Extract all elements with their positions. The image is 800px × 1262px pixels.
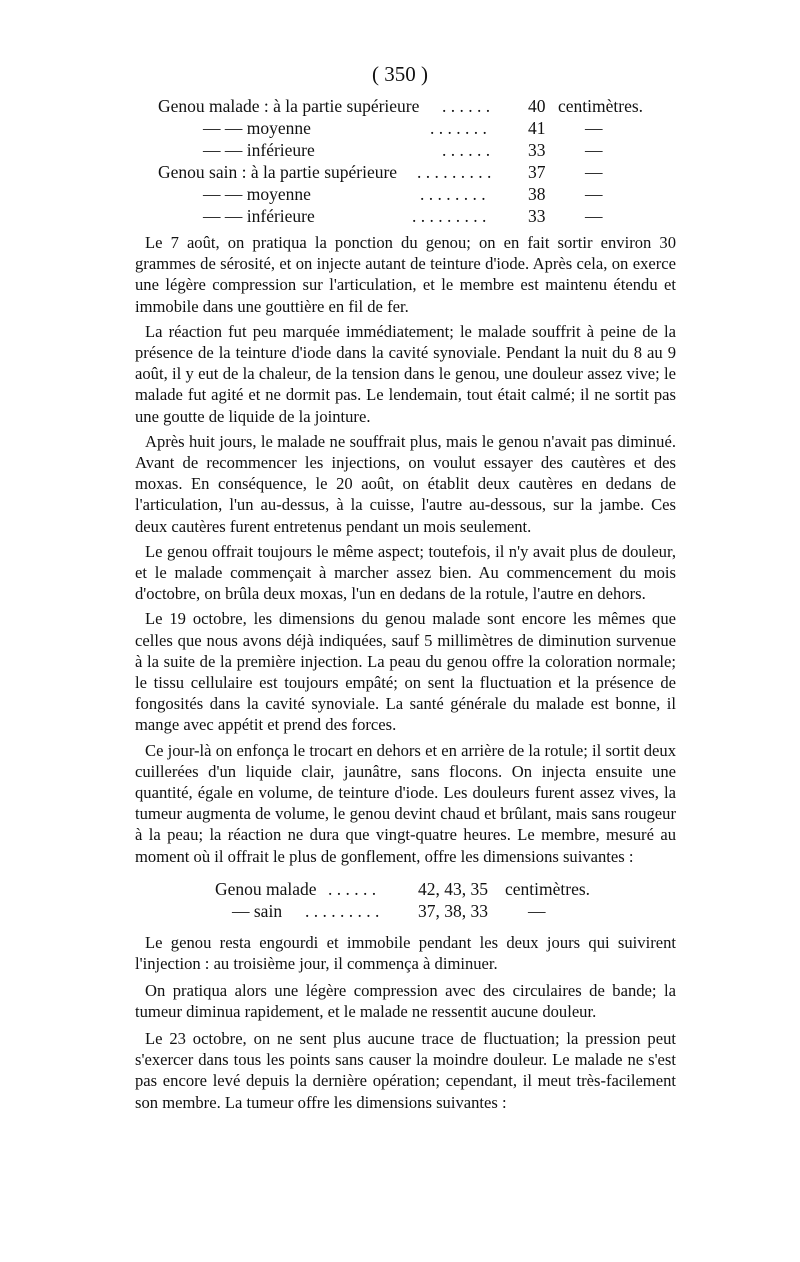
paragraph: Le 23 octobre, on ne sent plus aucune trace de fluctuation; la pression peut s'exercer dans tous les points sans causer la moindre douleur. Le malade ne s'est pas encore levé depuis la dernière opération; cependant, il meut très-facilement son membre. La tumeur offre les dimensions suivantes : <box>135 1028 676 1112</box>
measurement-dots: . . . . . . <box>442 140 491 160</box>
measurement-dots: . . . . . . . . . <box>412 206 487 226</box>
paragraph: La réaction fut peu marquée immédiatement; le malade souffrit à peine de la présence de la teinture d'iode dans la cavité synoviale. Pendant la nuit du 8 au 9 août, il y eut de la chaleur, de la tension dans le genou, une douleur assez vive; le malade fut agité et ne dormit pas. Le lendemain, tout était calmé; il ne sortit pas une goutte de liquide de la jointure. <box>135 321 676 426</box>
page-number: ( 350 ) <box>372 62 428 86</box>
body-text-continued <box>135 932 676 1118</box>
comparison-label: — sain <box>232 901 283 921</box>
measurement-value: 33 <box>528 206 546 226</box>
measurement-label: — — moyenne <box>203 184 311 204</box>
comparison-label: Genou malade <box>215 879 317 899</box>
measurement-label: — — moyenne <box>203 118 311 138</box>
measurement-value: 38 <box>528 184 546 204</box>
comparison-row <box>0 901 800 923</box>
measurement-unit: — <box>585 184 603 204</box>
measurement-unit: — <box>585 140 603 160</box>
comparison-dots: . . . . . . . . . <box>305 901 380 921</box>
measurement-row <box>0 206 800 228</box>
paragraph: Après huit jours, le malade ne souffrait plus, mais le genou n'avait pas diminué. Avant de recommencer les injections, on voulut essayer des cautères et des moxas. En conséquence, le 20 août, on établit deux cautères en dedans de l'articulation, l'un au-dessus, à la cuisse, l'autre au-dessous, sur la jambe. Ces deux cautères furent entretenus pendant un mois seulement. <box>135 431 676 536</box>
measurement-label: — — inférieure <box>203 206 315 226</box>
measurement-label: Genou sain : à la partie supérieure <box>158 162 398 182</box>
measurement-unit: — <box>585 162 603 182</box>
measurement-value: 40 <box>528 96 546 116</box>
comparison-values: 37, 38, 33 <box>418 901 488 921</box>
measurement-value: 41 <box>528 118 546 138</box>
measurement-dots: . . . . . . . . . <box>417 162 492 182</box>
measurement-value: 33 <box>528 140 546 160</box>
measurement-row <box>0 96 800 118</box>
measurement-row <box>0 184 800 206</box>
paragraph: On pratiqua alors une légère compression avec des circulaires de bande; la tumeur diminua rapidement, et le malade ne ressentit aucune douleur. <box>135 980 676 1022</box>
measurement-row <box>0 140 800 162</box>
comparison-unit: — <box>528 901 546 921</box>
measurement-row <box>0 162 800 184</box>
measurement-row <box>0 118 800 140</box>
paragraph: Le 7 août, on pratiqua la ponction du genou; on en fait sortir environ 30 grammes de sérosité, et on injecte autant de teinture d'iode. Après cela, on exerce une légère compression sur l'articulation, et le membre est maintenu étendu et immobile dans une gouttière en fil de fer. <box>135 233 676 316</box>
measurement-label: Genou malade : à la partie supérieure <box>158 96 420 116</box>
measurement-value: 37 <box>528 162 546 182</box>
paragraph: Le genou resta engourdi et immobile pendant les deux jours qui suivirent l'injection : au troisième jour, il commença à diminuer. <box>135 933 676 974</box>
comparison-row <box>0 879 800 901</box>
comparison-dots: . . . . . . <box>328 879 377 899</box>
measurement-label: — — inférieure <box>203 140 315 160</box>
body-text <box>135 232 676 871</box>
paragraph: Ce jour-là on enfonça le trocart en dehors et en arrière de la rotule; il sortit deux cuillerées d'un liquide clair, jaunâtre, sans flocons. On injecta ensuite une quantité, égale en volume, de teinture d'iode. Les douleurs furent assez vives, la tumeur augmenta de volume, le genou devint chaud et brûlant, mais sans rougeur à la peau; la réaction ne dura que vingt-quatre heures. Le membre, mesuré au moment où il offrait le plus de gonflement, offre les dimensions suivantes : <box>135 740 676 866</box>
comparison-unit: centimètres. <box>505 879 591 899</box>
measurement-unit: — <box>585 118 603 138</box>
measurement-dots: . . . . . . . <box>430 118 487 138</box>
measurement-unit: — <box>585 206 603 226</box>
measurement-unit: centimètres. <box>558 96 644 116</box>
paragraph: Le genou offrait toujours le même aspect; toutefois, il n'y avait plus de douleur, et le malade commençait à marcher assez bien. Au commencement du mois d'octobre, on brûla deux moxas, l'un en dedans de la rotule, l'autre en dehors. <box>135 541 676 604</box>
comparison-values: 42, 43, 35 <box>418 879 488 899</box>
paragraph: Le 19 octobre, les dimensions du genou malade sont encore les mêmes que celles que nous avons déjà indiquées, sauf 5 millimètres de diminution survenue à la suite de la première injection. La peau du genou offre la coloration normale; le tissu cellulaire est toujours empâté; on sent la fluctuation et la présence de fongosités dans la cavité synoviale. La santé générale du malade est bonne, il mange avec appétit et prend des forces. <box>135 609 676 735</box>
measurement-dots: . . . . . . . . <box>420 184 486 204</box>
measurement-dots: . . . . . . <box>442 96 491 116</box>
